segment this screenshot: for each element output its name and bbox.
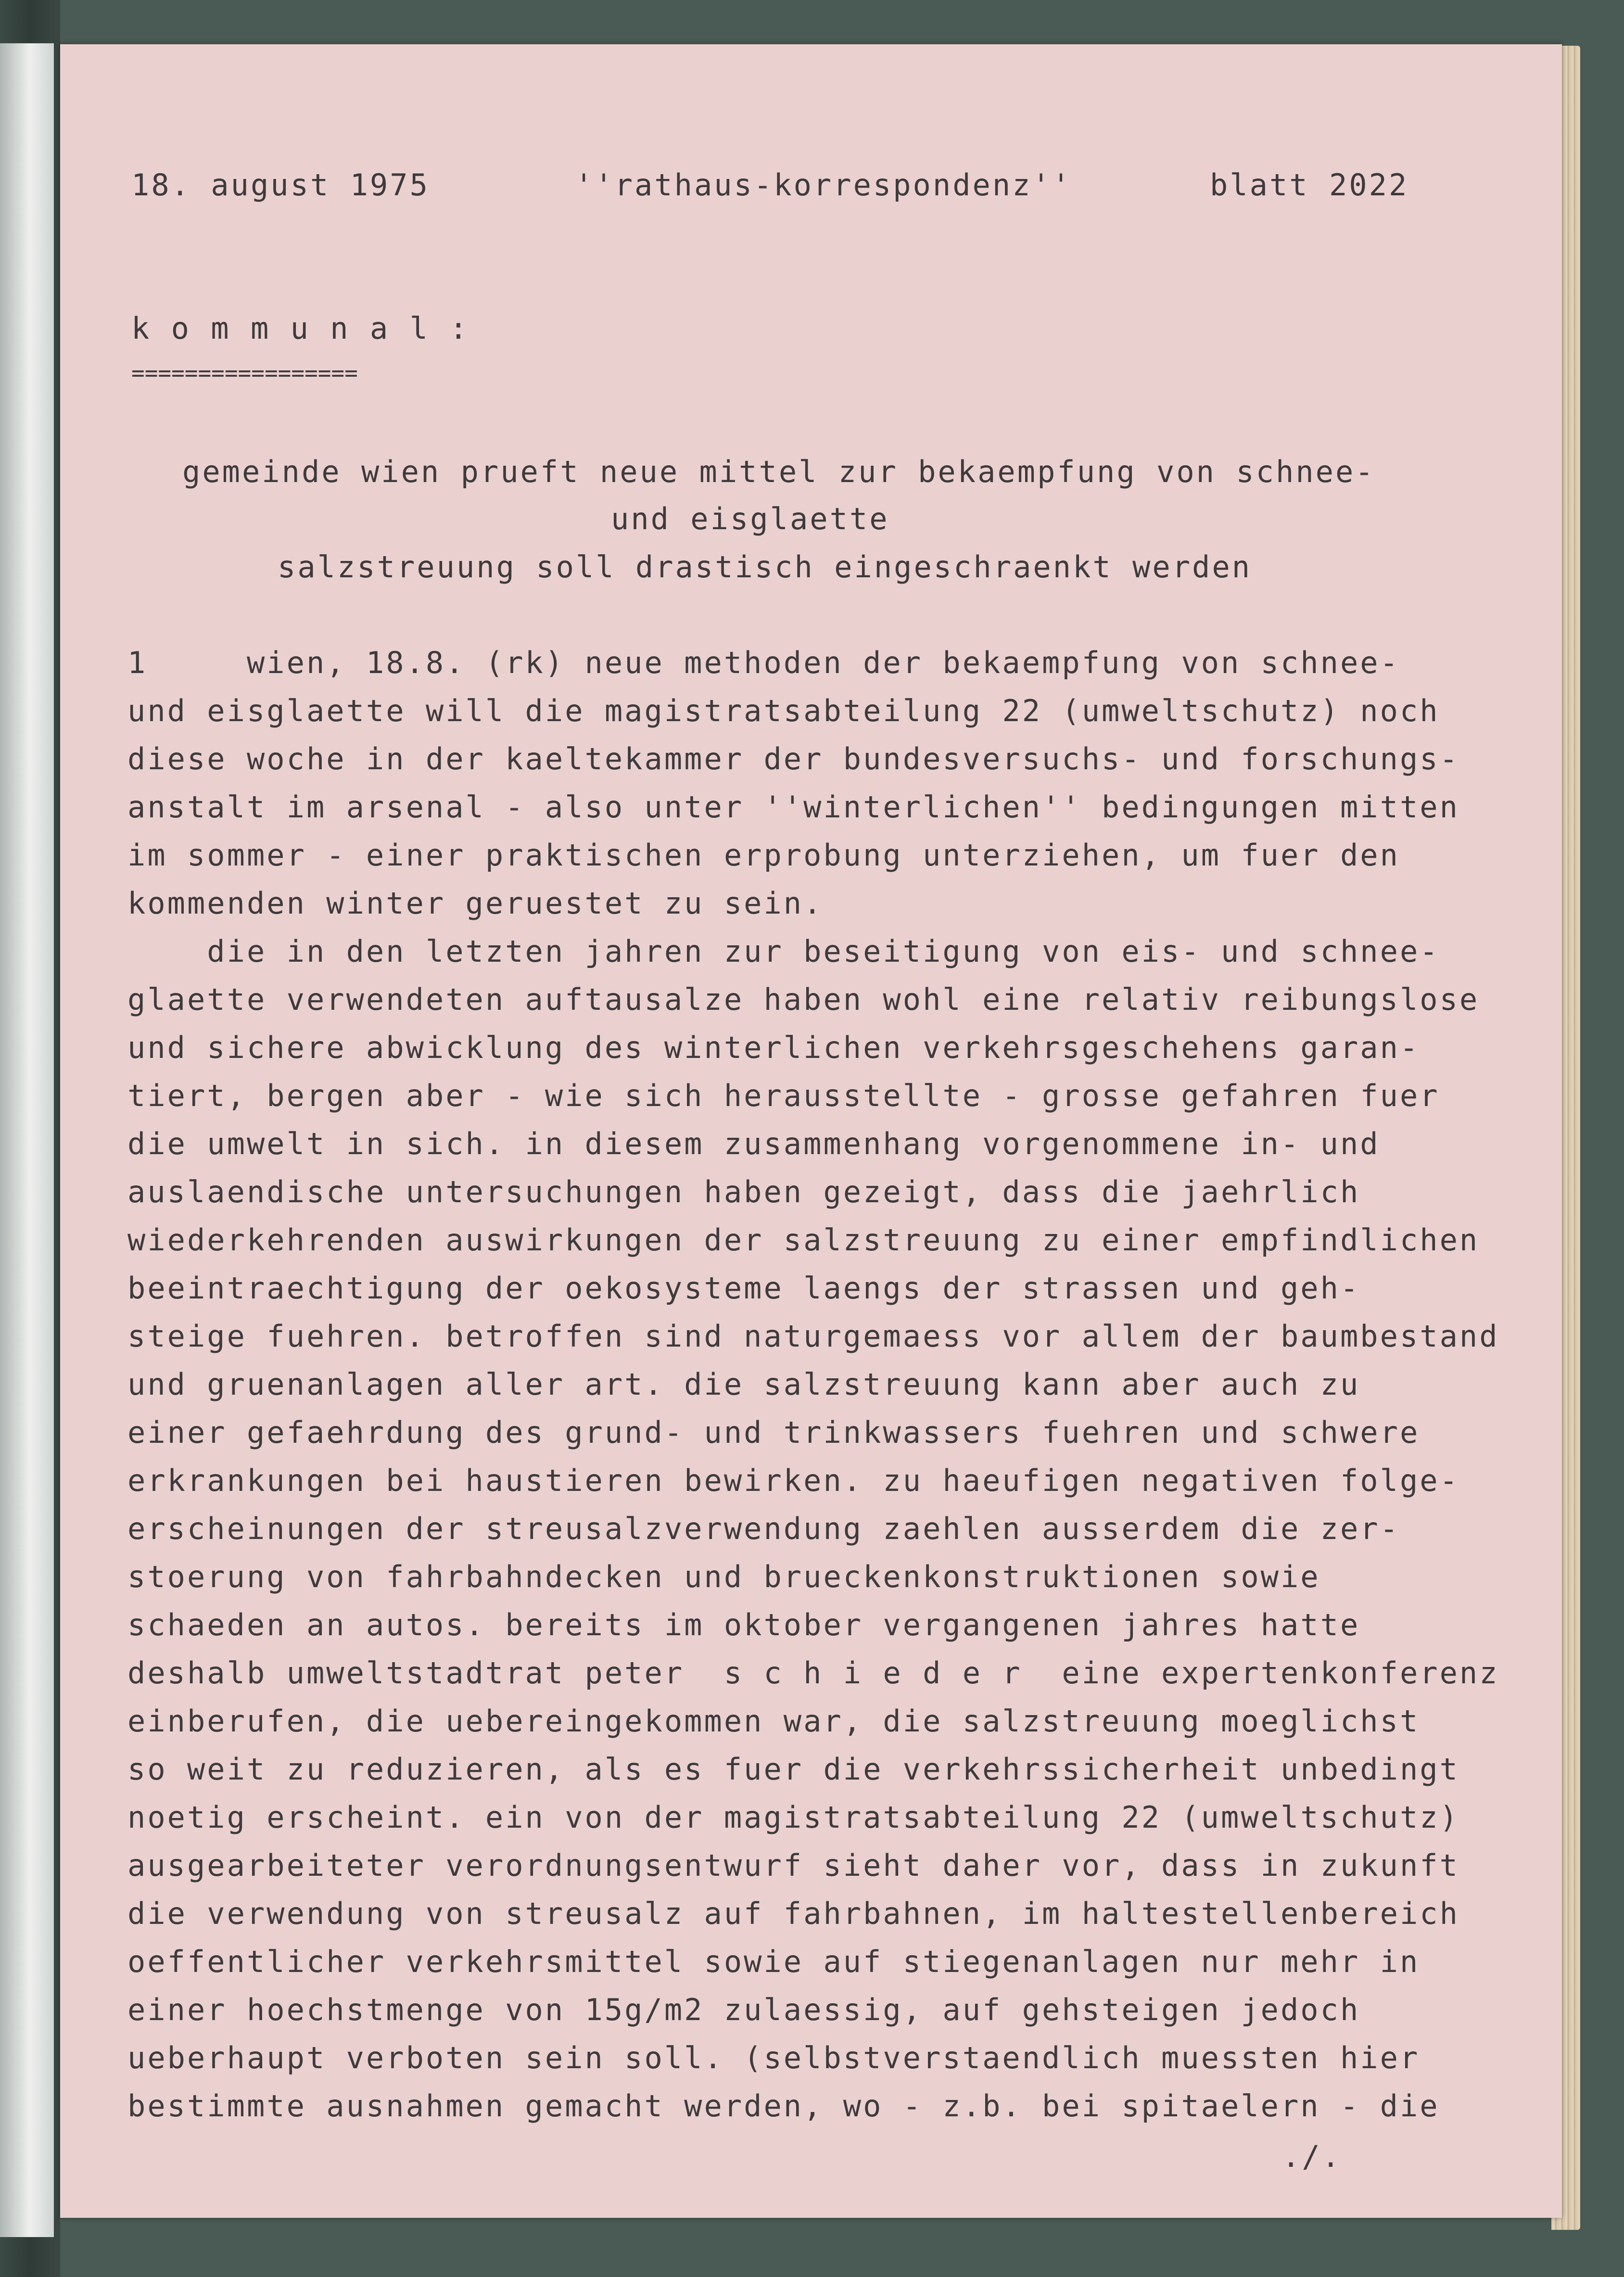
body-line: und gruenanlagen aller art. die salzstreuung kann aber auch zu — [127, 1367, 1360, 1402]
body-line: noetig erscheint. ein von der magistratsabteilung 22 (umweltschutz) — [127, 1800, 1459, 1835]
body-line: tiert, bergen aber - wie sich herausstellte - grosse gefahren fuer — [127, 1078, 1440, 1113]
previous-page-edge — [0, 43, 54, 2237]
body-line: ueberhaupt verboten sein soll. (selbstverstaendlich muessten hier — [127, 2040, 1420, 2075]
header-sheet-number: blatt 2022 — [1210, 167, 1409, 203]
body-line: erscheinungen der streusalzverwendung zaehlen ausserdem die zer- — [127, 1511, 1400, 1546]
section-title: k o m m u n a l : — [131, 311, 469, 346]
body-line: bestimmte ausnahmen gemacht werden, wo - z.b. bei spitaelern - die — [127, 2088, 1440, 2124]
body-line: und eisglaette will die magistratsabteilung 22 (umweltschutz) noch — [127, 693, 1440, 728]
body-line: diese woche in der kaeltekammer der bundesversuchs- und forschungs- — [127, 741, 1459, 776]
body-line: oeffentlicher verkehrsmittel sowie auf stiegenanlagen nur mehr in — [127, 1944, 1420, 1979]
body-line: die umwelt in sich. in diesem zusammenhang vorgenommene in- und — [127, 1126, 1380, 1161]
headline-line-1: gemeinde wien prueft neue mittel zur bekaempfung von schnee- — [182, 454, 1375, 489]
headline-line-3: salzstreuung soll drastisch eingeschraenkt werden — [278, 549, 1252, 585]
body-line: ausgearbeiteter verordnungsentwurf sieht daher vor, dass in zukunft — [127, 1848, 1459, 1883]
body-line: anstalt im arsenal - also unter ''winterlichen'' bedingungen mitten — [127, 789, 1459, 825]
body-line: einberufen, die uebereingekommen war, die salzstreuung moeglichst — [127, 1704, 1420, 1739]
body-line: die verwendung von streusalz auf fahrbahnen, im haltestellenbereich — [127, 1896, 1459, 1931]
body-line: stoerung von fahrbahndecken und brueckenkonstruktionen sowie — [127, 1559, 1320, 1594]
body-line: im sommer - einer praktischen erprobung unterziehen, um fuer den — [127, 838, 1400, 873]
continuation-mark: ./. — [1282, 2139, 1342, 2174]
section-underline: ================= — [131, 360, 358, 386]
body-line: glaette verwendeten auftausalze haben wohl eine relativ reibungslose — [127, 982, 1480, 1017]
body-line: und sichere abwicklung des winterlichen verkehrsgeschehens garan- — [127, 1030, 1420, 1065]
body-line: 1 wien, 18.8. (rk) neue methoden der bekaempfung von schnee- — [127, 645, 1400, 680]
document-page — [60, 44, 1562, 2218]
body-line: auslaendische untersuchungen haben gezeigt, dass die jaehrlich — [127, 1174, 1360, 1209]
body-line: so weit zu reduzieren, als es fuer die verkehrssicherheit unbedingt — [127, 1752, 1459, 1787]
body-line: deshalb umweltstadtrat peter s c h i e d e r eine expertenkonferenz — [127, 1655, 1499, 1691]
headline-line-2: und eisglaette — [611, 501, 889, 536]
body-line: steige fuehren. betroffen sind naturgemaess vor allem der baumbestand — [127, 1319, 1499, 1354]
body-line: kommenden winter geruestet zu sein. — [127, 886, 824, 921]
body-line: schaeden an autos. bereits im oktober vergangenen jahres hatte — [127, 1607, 1360, 1642]
header-date: 18. august 1975 — [131, 167, 430, 203]
body-line: einer gefaehrdung des grund- und trinkwassers fuehren und schwere — [127, 1415, 1420, 1450]
body-line: beeintraechtigung der oekosysteme laengs der strassen und geh- — [127, 1271, 1360, 1306]
body-line: erkrankungen bei haustieren bewirken. zu haeufigen negativen folge- — [127, 1463, 1459, 1498]
body-line: einer hoechstmenge von 15g/m2 zulaessig, auf gehsteigen jedoch — [127, 1992, 1360, 2027]
body-line: wiederkehrenden auswirkungen der salzstreuung zu einer empfindlichen — [127, 1222, 1480, 1258]
header-publication: ''rathaus-korrespondenz'' — [575, 167, 1072, 203]
body-line: die in den letzten jahren zur beseitigung von eis- und schnee- — [127, 934, 1440, 969]
